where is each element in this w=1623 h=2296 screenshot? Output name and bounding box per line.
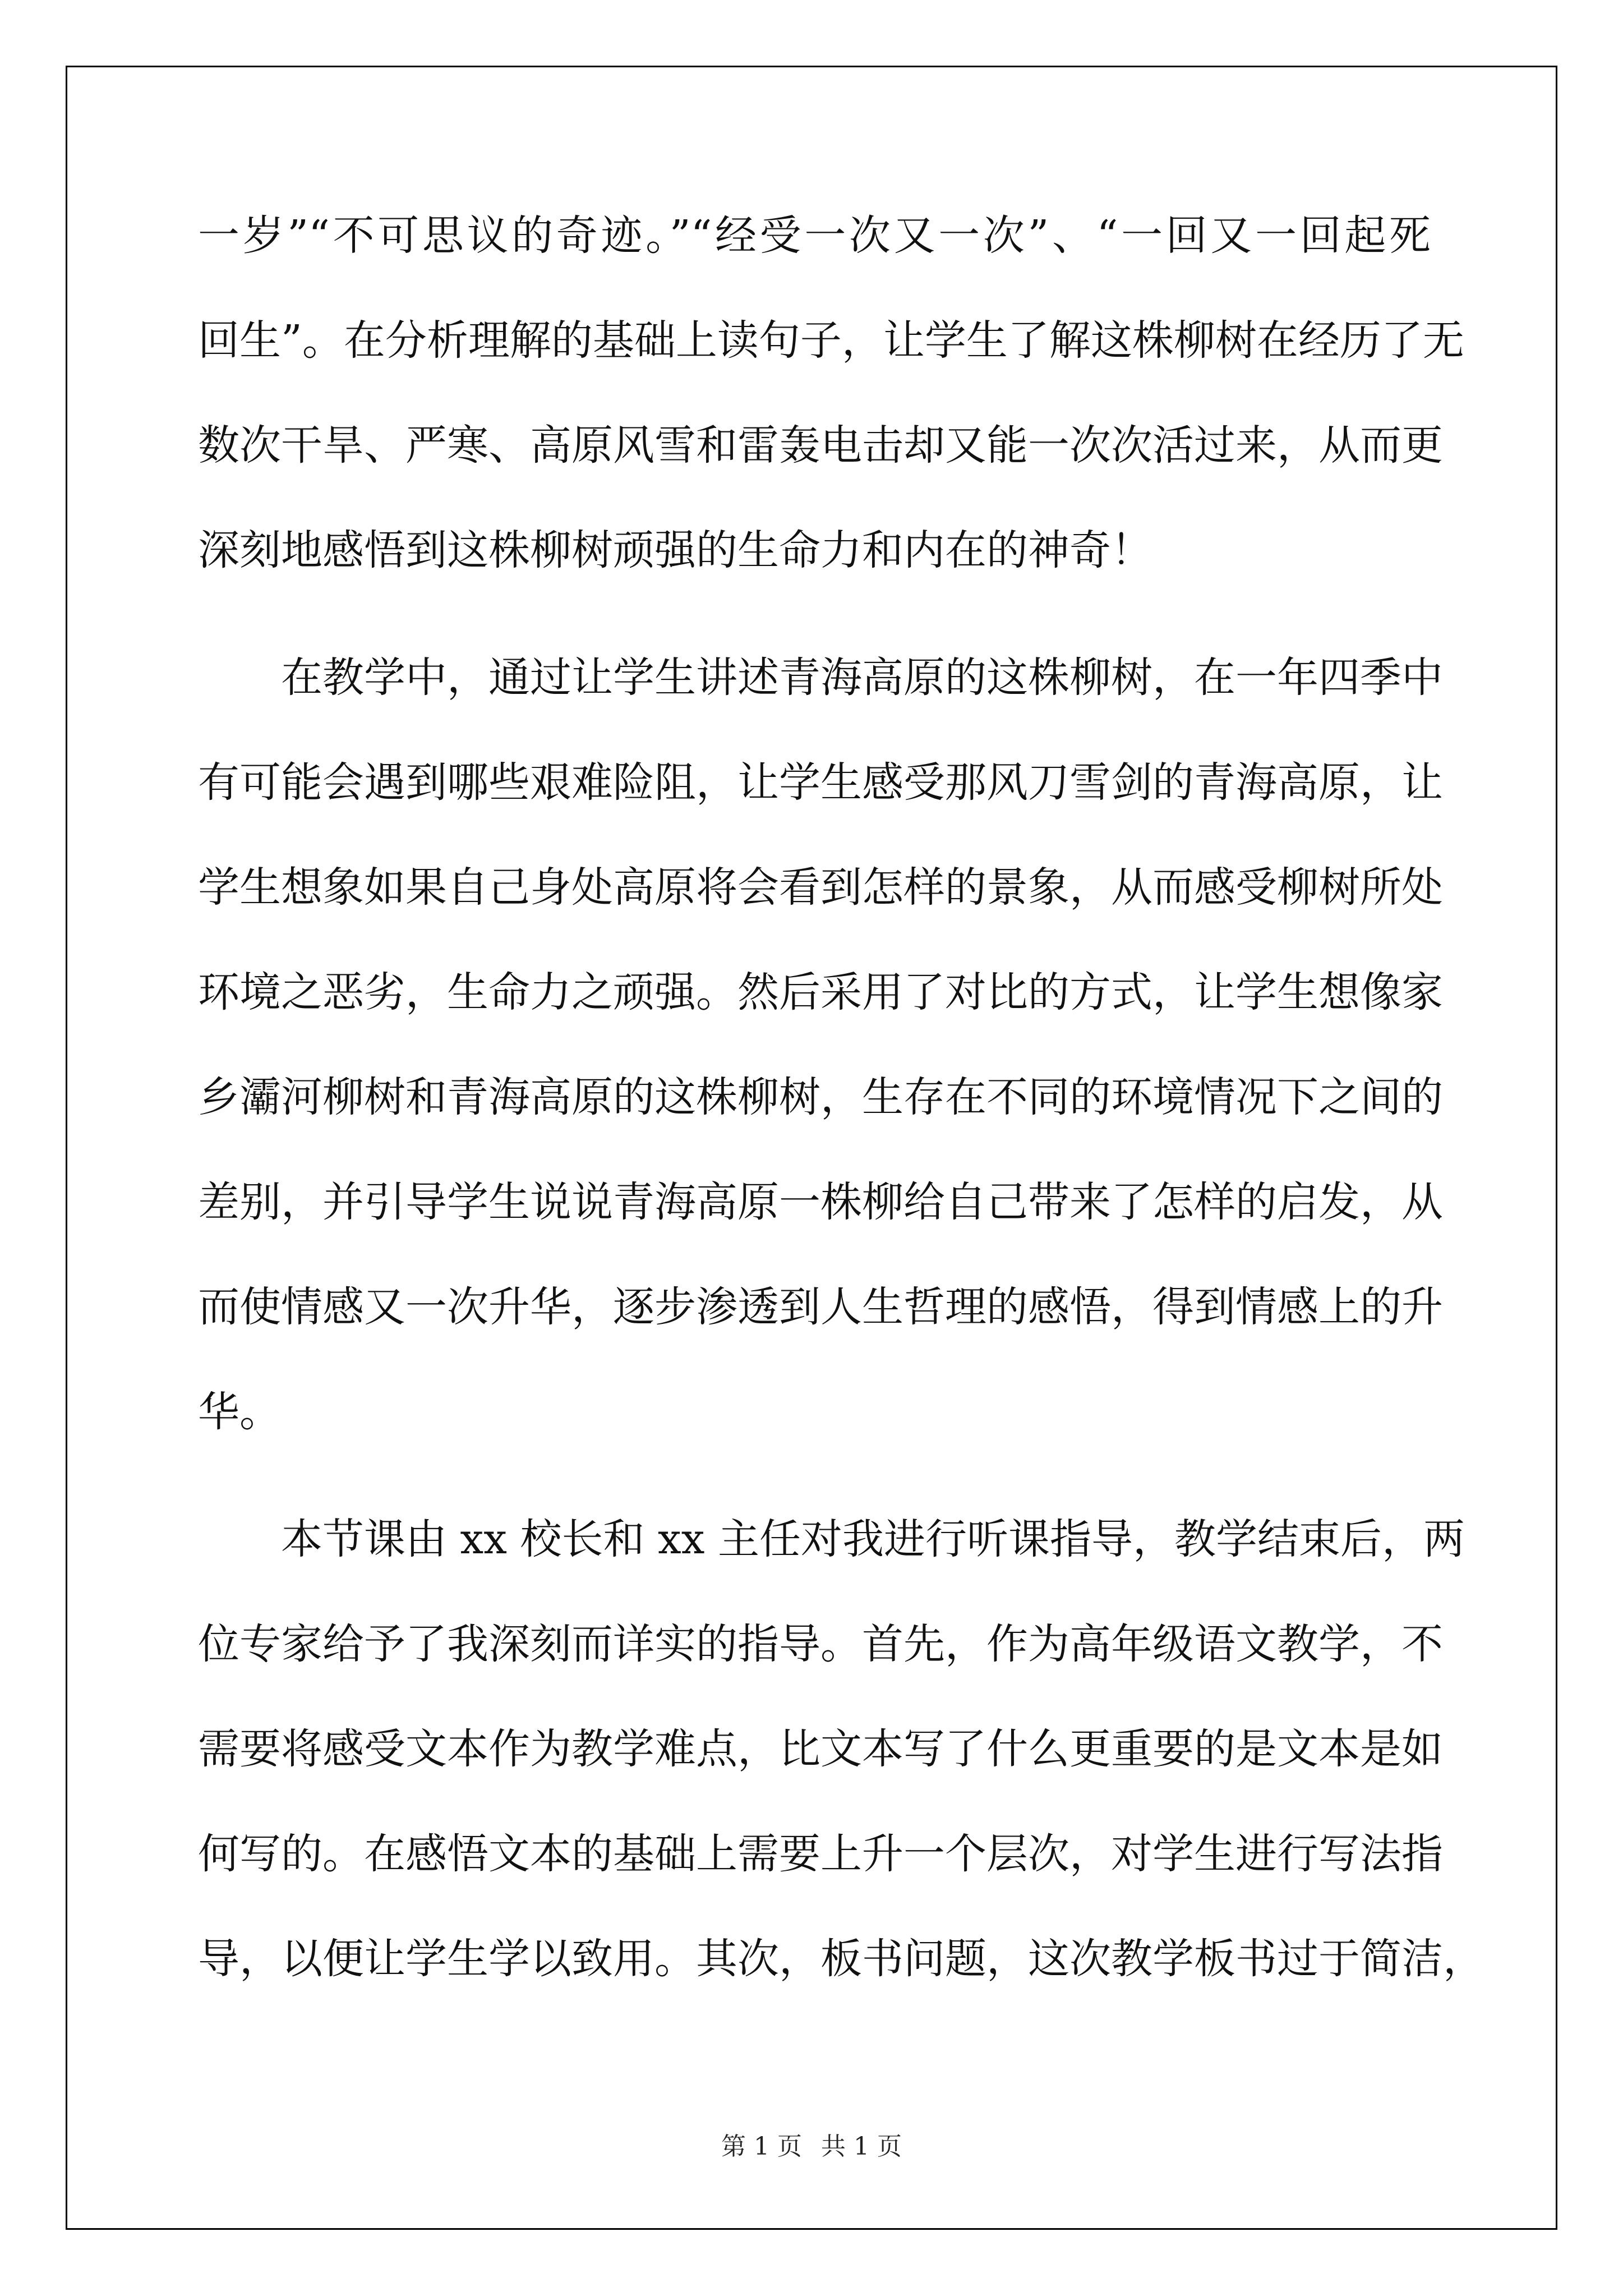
text-line: 何写的。在感悟文本的基础上需要上升一个层次，对学生进行写法指 [198, 1830, 1443, 1878]
paragraph-gap [198, 1489, 1431, 1511]
paragraph-gap [198, 627, 1431, 650]
document-body [198, 208, 1484, 2036]
text-line: 本节课由 xx 校长和 xx 主任对我进行听课指导，教学结束后，两 [281, 1515, 1465, 1563]
text-line: 一岁”“不可思议的奇迹。”“经受一次又一次”、“一回又一回起死 [198, 211, 1431, 260]
text-line: 位专家给予了我深刻而详实的指导。首先，作为高年级语文教学，不 [198, 1620, 1443, 1668]
text-line: 而使情感又一次升华，逐步渗透到人生哲理的感悟，得到情感上的升 [198, 1283, 1443, 1331]
text-line: 数次干旱、严寒、高原风雪和雷轰电击却又能一次次活过来，从而更 [198, 421, 1443, 470]
text-line: 华。 [198, 1388, 281, 1436]
paragraph-2 [198, 650, 1443, 1489]
paragraph-3 [198, 1511, 1484, 2036]
page-footer [0, 2126, 1623, 2162]
paragraph-1 [198, 208, 1464, 627]
text-line: 回生”。在分析理解的基础上读句子，让学生了解这株柳树在经历了无 [198, 316, 1464, 365]
text-line: 在教学中，通过让学生讲述青海高原的这株柳树，在一年四季中 [281, 654, 1443, 702]
text-line: 乡灞河柳树和青海高原的这株柳树，生存在不同的环境情况下之间的 [198, 1073, 1443, 1121]
text-line: 学生想象如果自己身处高原将会看到怎样的景象，从而感受柳树所处 [198, 863, 1443, 912]
text-line: 有可能会遇到哪些艰难险阻，让学生感受那风刀雪剑的青海高原，让 [198, 758, 1443, 807]
page-total: 共 1 页 [821, 2132, 902, 2161]
text-line: 导，以便让学生学以致用。其次，板书问题，这次教学板书过于简洁， [198, 1935, 1484, 1983]
text-line: 需要将感受文本作为教学难点，比文本写了什么更重要的是文本是如 [198, 1725, 1443, 1773]
text-line: 深刻地感悟到这株柳树顽强的生命力和内在的神奇！ [198, 526, 1152, 574]
text-line: 环境之恶劣，生命力之顽强。然后采用了对比的方式，让学生想像家 [198, 968, 1443, 1016]
page-number: 第 1 页 [721, 2132, 802, 2161]
text-line: 差别，并引导学生说说青海高原一株柳给自己带来了怎样的启发，从 [198, 1178, 1443, 1226]
